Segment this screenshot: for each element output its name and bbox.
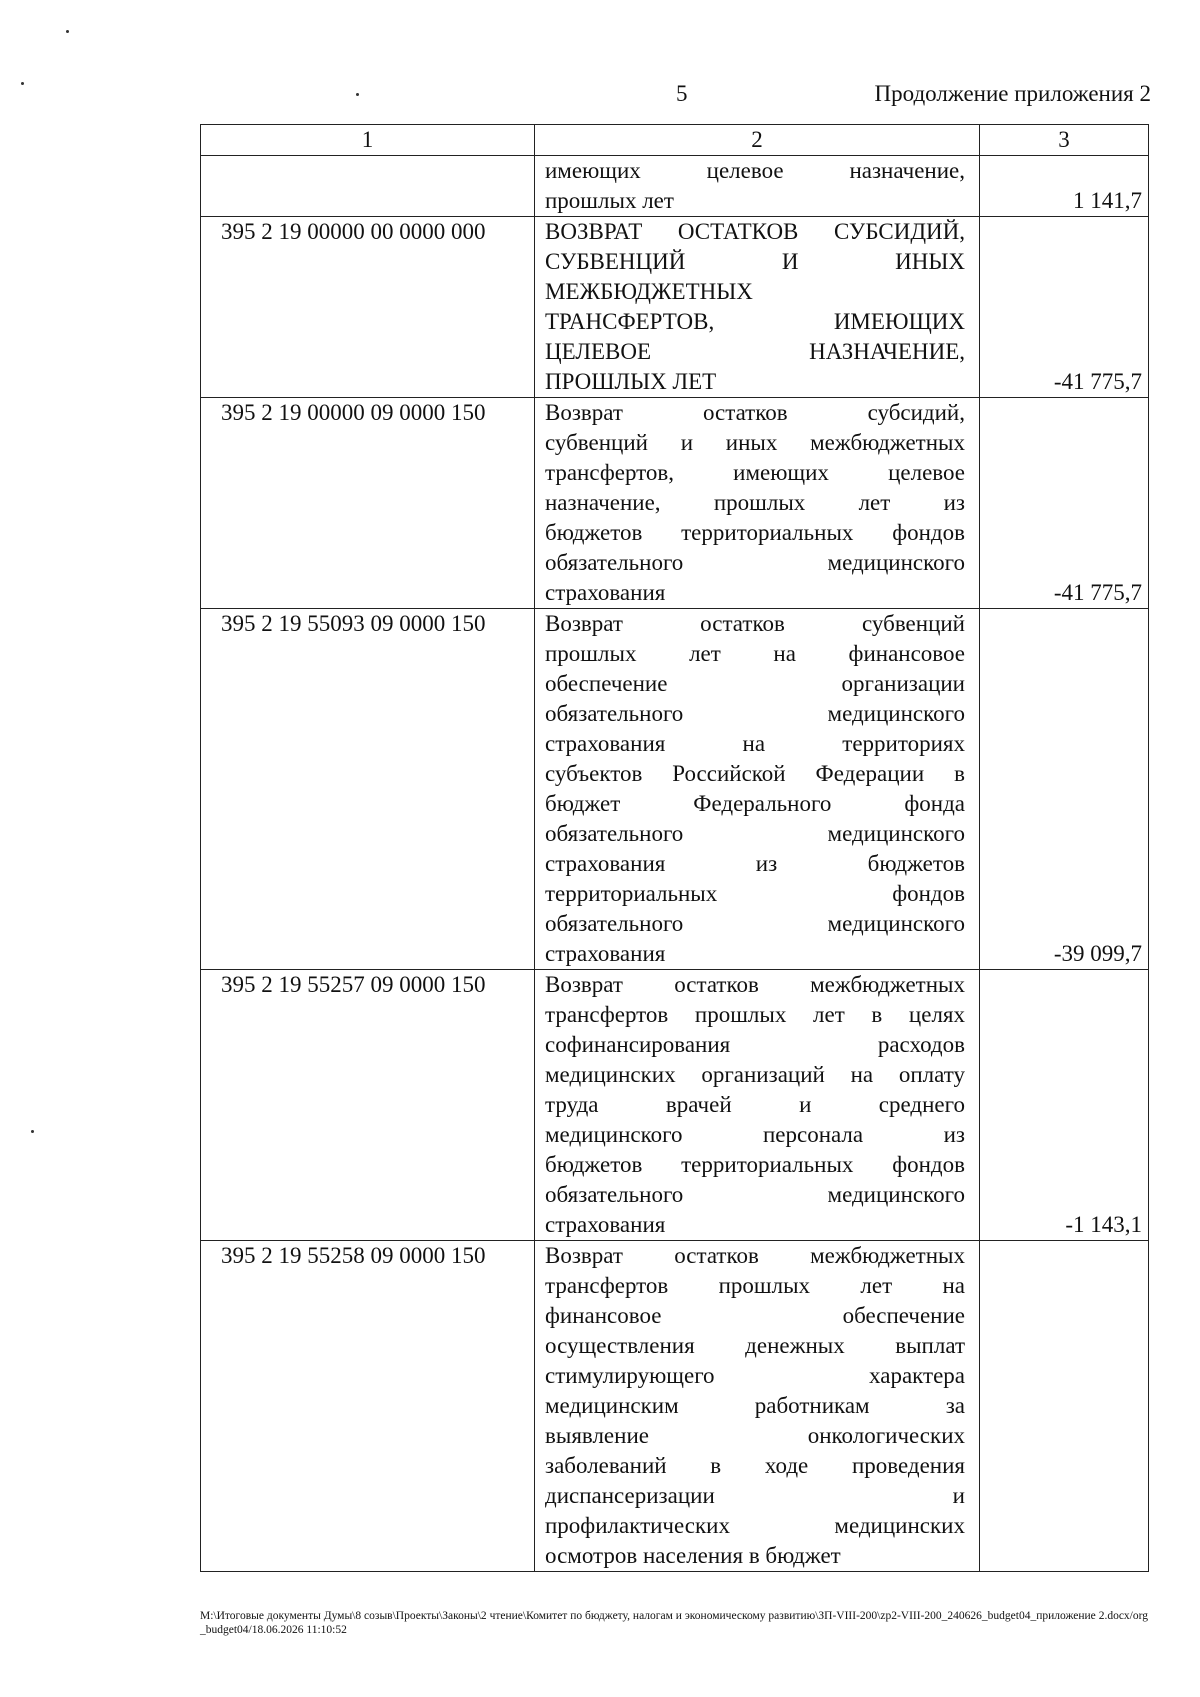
table-row [201,398,1149,609]
revenue-name-line: медицинским работникам за [545,1393,965,1418]
table-row [201,970,1149,1241]
budget-code: 395 2 19 55093 09 0000 150 [201,609,535,970]
revenue-name-line: прошлых лет на финансовое [545,641,965,666]
revenue-name-line: обязательного медицинского [545,911,965,936]
revenue-name [535,398,980,609]
revenue-name [535,970,980,1241]
revenue-name-line: ЦЕЛЕВОЕ НАЗНАЧЕНИЕ, [545,339,965,364]
scan-speck [66,30,69,33]
budget-table [200,124,1149,1572]
revenue-name-line: назначение, прошлых лет из [545,490,965,515]
revenue-name [535,156,980,217]
revenue-name-line: субвенций и иных межбюджетных [545,430,965,455]
revenue-name-line: софинансирования расходов [545,1032,965,1057]
budget-code: 395 2 19 00000 00 0000 000 [201,217,535,398]
revenue-name-line: диспансеризации и [545,1483,965,1508]
table-row [201,217,1149,398]
revenue-name-line: финансовое обеспечение [545,1303,965,1328]
revenue-name-line: МЕЖБЮДЖЕТНЫХ [545,279,753,304]
continuation-note: Продолжение приложения 2 [874,81,1151,106]
column-number-row [201,125,1149,156]
scan-speck [356,93,359,96]
scan-speck [21,82,24,85]
revenue-name-line: ПРОШЛЫХ ЛЕТ [545,369,717,394]
column-number-2: 2 [535,125,980,156]
file-path-footer: M:\Итоговые документы Думы\8 созыв\Проекты\Законы\2 чтение\Комитет по бюджету, налогам и экономическому развитию\ЗП-VIII-200\zp2-VIII-200_240626_budget04_приложение 2.docx/org_budget04/18.06.2026 11:10:52 [200,1610,1148,1636]
budget-code: 395 2 19 55257 09 0000 150 [201,970,535,1241]
revenue-name-line: профилактических медицинских [545,1513,965,1538]
revenue-name-line: труда врачей и среднего [545,1092,965,1117]
revenue-name-line: обязательного медицинского [545,1182,965,1207]
revenue-name-line: СУБВЕНЦИЙ И ИНЫХ [545,249,965,274]
amount: -39 099,7 [980,609,1149,970]
revenue-name-line: осуществления денежных выплат [545,1333,965,1358]
revenue-name-line: медицинского персонала из [545,1122,965,1147]
revenue-name [535,609,980,970]
revenue-name-line: Возврат остатков межбюджетных [545,972,965,997]
revenue-name-line: стимулирующего характера [545,1363,965,1388]
revenue-name-line: осмотров населения в бюджет [545,1543,841,1568]
budget-code: 395 2 19 55258 09 0000 150 [201,1241,535,1572]
revenue-name-line: обязательного медицинского [545,550,965,575]
revenue-name-line: субъектов Российской Федерации в [545,761,965,786]
amount: -41 775,7 [980,398,1149,609]
revenue-name-line: ВОЗВРАТ ОСТАТКОВ СУБСИДИЙ, [545,219,965,244]
revenue-name-line: страхования из бюджетов [545,851,965,876]
page-number: 5 [676,81,688,106]
revenue-name [535,217,980,398]
revenue-name-line: Возврат остатков межбюджетных [545,1243,965,1268]
table-row [201,1241,1149,1572]
revenue-name-line: заболеваний в ходе проведения [545,1453,965,1478]
revenue-name-line: Возврат остатков субсидий, [545,400,965,425]
amount [980,1241,1149,1572]
column-number-1: 1 [201,125,535,156]
revenue-name-line: прошлых лет [545,188,674,213]
table-row [201,156,1149,217]
table-body [201,125,1149,1572]
revenue-name-line: обязательного медицинского [545,701,965,726]
revenue-name-line: бюджетов территориальных фондов [545,520,965,545]
revenue-name-line: обеспечение организации [545,671,965,696]
revenue-name-line: страхования [545,941,666,966]
revenue-name-line: выявление онкологических [545,1423,965,1448]
amount: -1 143,1 [980,970,1149,1241]
revenue-name-line: страхования на территориях [545,731,965,756]
revenue-name-line: трансфертов прошлых лет на [545,1273,965,1298]
revenue-name-line: бюджетов территориальных фондов [545,1152,965,1177]
revenue-name-line: медицинских организаций на оплату [545,1062,965,1087]
budget-code [201,156,535,217]
revenue-name-line: страхования [545,1212,666,1237]
revenue-name [535,1241,980,1572]
revenue-name-line: территориальных фондов [545,881,965,906]
revenue-name-line: ТРАНСФЕРТОВ, ИМЕЮЩИХ [545,309,965,334]
revenue-name-line: трансфертов прошлых лет в целях [545,1002,965,1027]
column-number-3: 3 [980,125,1149,156]
revenue-name-line: страхования [545,580,666,605]
budget-code: 395 2 19 00000 09 0000 150 [201,398,535,609]
revenue-name-line: обязательного медицинского [545,821,965,846]
table-row [201,609,1149,970]
amount: 1 141,7 [980,156,1149,217]
revenue-name-line: имеющих целевое назначение, [545,158,965,183]
revenue-name-line: бюджет Федерального фонда [545,791,965,816]
revenue-name-line: Возврат остатков субвенций [545,611,965,636]
scan-speck [31,1130,34,1133]
revenue-name-line: трансфертов, имеющих целевое [545,460,965,485]
amount: -41 775,7 [980,217,1149,398]
